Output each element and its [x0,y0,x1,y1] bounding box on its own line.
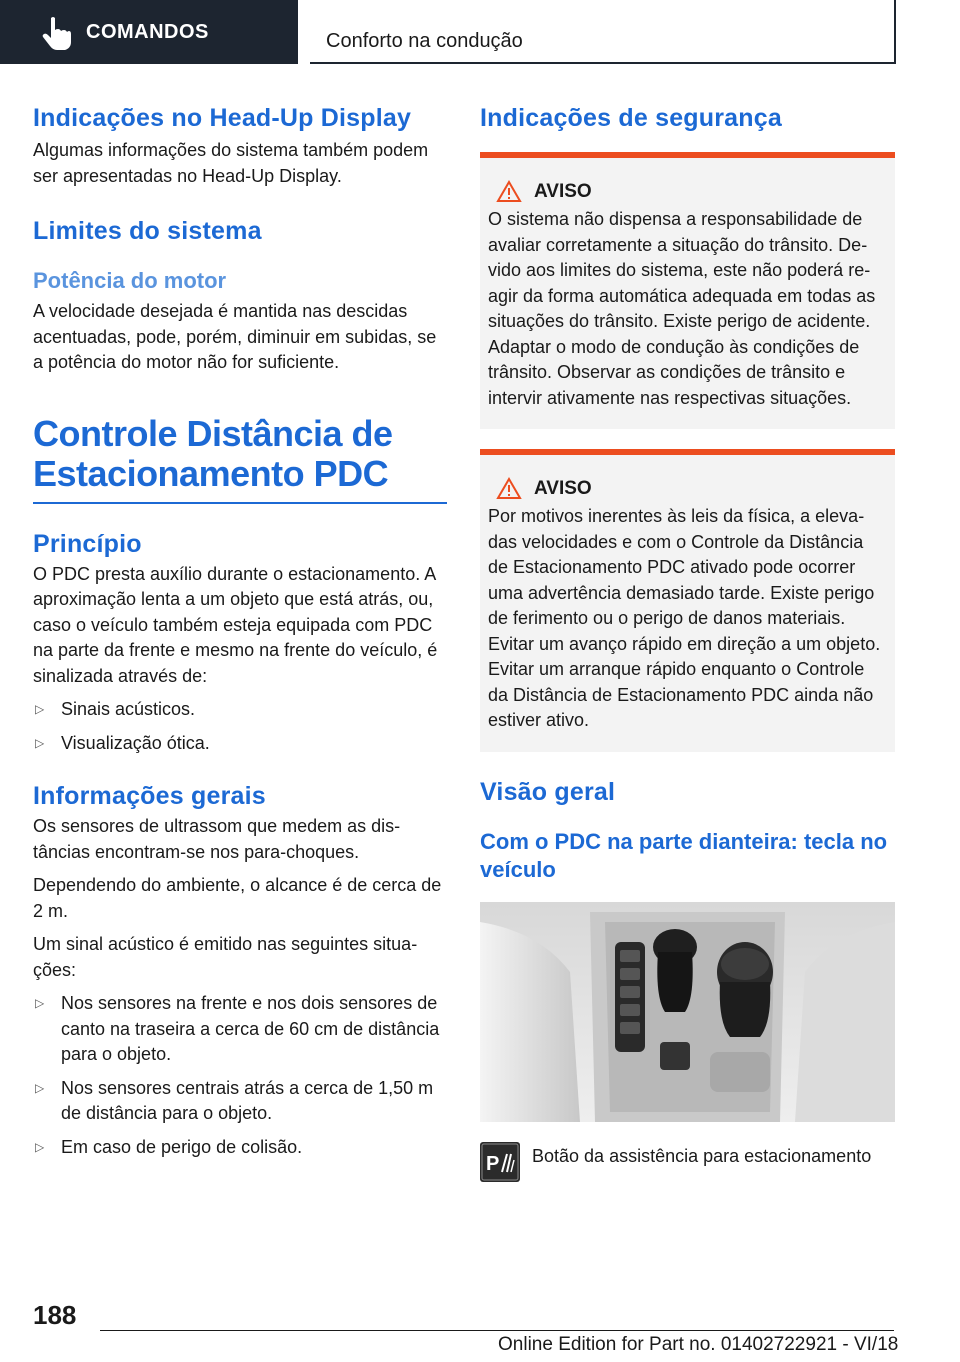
general-list [33,991,447,1160]
engine-heading: Potência do motor [33,268,227,293]
heading-rule [33,502,447,504]
warning-text: Por motivos inerentes às leis da física, a elevadas velocidades e com o Controle da Distância de Estacionamento PDC ativado pode ocorrer uma advertência demasiado tarde. Existe perigo de ferimento ou o perigo de danos materiais. Evitar um avanço rápido em direção a um objeto. Evitar um arranque rápido enquanto o Controle da Distância de Estacionamento PDC ainda não estiver ativo. [488,506,881,730]
warning-triangle-icon [496,180,522,203]
list-item: ▷ Sinais acústicos. [33,697,447,723]
list-item: ▷ Nos sensores centrais atrás a cerca de 1,50 m de distância para o objeto. [35,1077,434,1123]
caption-text: Botão da assistência para estacionamento [532,1145,872,1166]
photo-caption [480,1142,895,1182]
principle-text: O PDC presta auxílio durante o estacionamento. A aproximação lenta a um objeto que está atrás, ou, caso o veículo também esteja equipada com PDC na parte da frente e mesmo na frente do veículo, é sinalizada através de: [33,563,438,686]
pdc-heading-line2: Estacionamento PDC [33,452,389,494]
page-number: 188 [33,1300,77,1330]
pdc-heading-line1: Controle Distância de [33,412,393,454]
list-item: ▷ Em caso de perigo de colisão. [33,1135,447,1161]
console-photo [480,902,895,1122]
parking-assist-icon [480,1142,520,1182]
section-label: COMANDOS [86,20,209,43]
front-pdc-heading: Com o PDC na parte dianteira: tecla no veículo [480,828,888,882]
hud-heading: Indicações no Head-Up Display [33,104,412,132]
triangle-bullet-icon: ▷ [35,996,45,1010]
left-column [33,96,447,1160]
safety-heading: Indicações de segurança [480,104,782,132]
pdc-heading [33,414,447,494]
chapter-header [310,0,896,64]
edition-text: Online Edition for Part no. 01402722921 - VI/18 [498,1334,899,1355]
triangle-bullet-icon: ▷ [35,735,45,750]
general-text-2: Dependendo do ambiente, o alcance é de cerca de 2 m. [33,875,442,921]
hud-text: Algumas informações do sistema também podem ser apresentadas no Head-Up Display. [33,140,429,186]
triangle-bullet-icon: ▷ [35,702,45,716]
warning-box [480,152,895,429]
right-column [480,96,895,1182]
warning-title: AVISO [488,477,887,500]
triangle-bullet-icon: ▷ [35,1080,45,1095]
general-heading: Informações gerais [33,782,266,810]
center-console-illustration [480,902,895,1122]
triangle-bullet-icon: ▷ [35,1139,45,1154]
footer-rule [100,1330,894,1331]
warning-text: O sistema não dispensa a responsabilidade de avaliar corretamente a situação do trânsito. Devido aos limites do sistema, este não poderá reagir da forma automática adequada em todas as situações do trânsito. Existe perigo de acidente. Adaptar o modo de condução às condições de trânsito. Observar as condições de trânsito e intervir ativamente nas respectivas situações. [488,209,876,408]
overview-heading: Visão geral [480,777,616,806]
chapter-title: Conforto na condução [326,30,523,52]
list-item: ▷ Nos sensores na frente e nos dois sensores de canto na traseira a cerca de 60 cm de distância para o objeto. [35,993,440,1064]
warning-box [480,449,895,752]
warning-triangle-icon [496,477,522,500]
general-text-3: Um sinal acústico é emitido nas seguintes situações: [33,934,418,980]
principle-heading: Princípio [33,529,142,558]
limits-heading: Limites do sistema [33,217,262,245]
engine-text: A velocidade desejada é mantida nas descidas acentuadas, pode, porém, diminuir em subidas, se a potência do motor não for suficiente. [33,301,437,372]
section-tab [0,0,298,64]
svg-text:P: P [486,1152,500,1175]
hand-pointer-icon [36,12,76,52]
warning-title: AVISO [488,180,887,203]
general-text-1: Os sensores de ultrassom que medem as distâncias encontram-se nos para-choques. [33,816,401,862]
principle-list [33,697,447,756]
list-item: ▷ Visualização ótica. [33,731,447,757]
